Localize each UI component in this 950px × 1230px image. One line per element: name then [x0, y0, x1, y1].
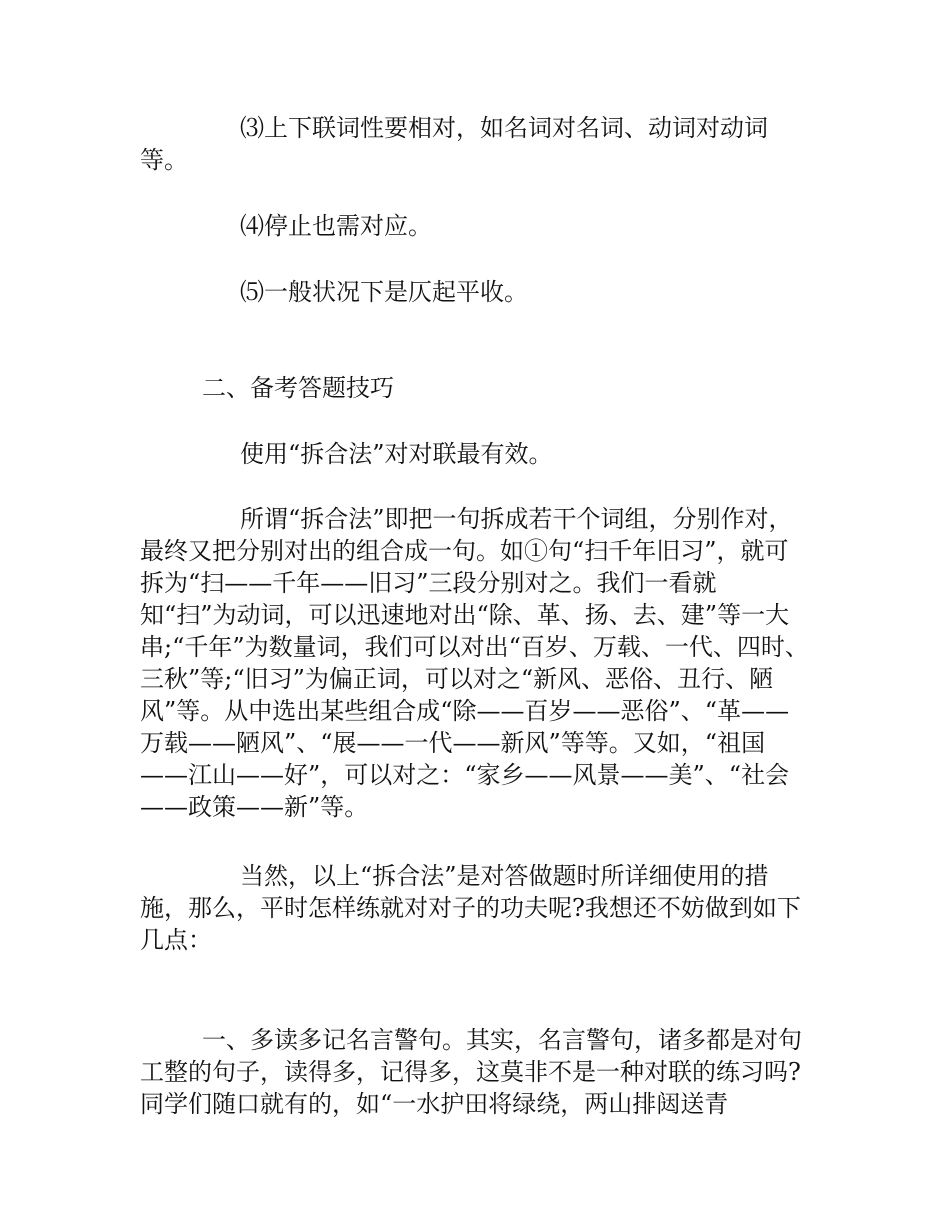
method-intro: 使用“拆合法”对对联最有效。 — [240, 440, 553, 468]
practice-point-1: 一、多读多记名言警句。其实，名言警句，诸多都是对句工整的句子，读得多，记得多，这莫非不是一种对联的练习吗?同学们随口就有的，如“一水护田将绿绕，两山排闼送青 — [140, 1026, 802, 1118]
practice-intro: 当然，以上“拆合法”是对答做题时所详细使用的措施，那么，平时怎样练就对对子的功夫呢?我想还不妨做到如下几点： — [140, 862, 801, 954]
section-heading: 二、备考答题技巧 — [202, 374, 394, 402]
rule-item-4: ⑷停止也需对应。 — [240, 212, 432, 240]
rule-item-3: ⑶上下联词性要相对，如名词对名词、动词对动词等。 — [140, 114, 768, 174]
method-explanation: 所谓“拆合法”即把一句拆成若干个词组，分别作对，最终又把分别对出的组合成一句。如①句“扫千年旧习”，就可拆为“扫——千年——旧习”三段分别对之。我们一看就知“扫”为动词，可以迅速地对出“除、革、扬、去、建”等一大串;“千年”为数量词，我们可以对出“百岁、万载、一代、四时、三秋”等;“旧习”为偏正词，可以对之“新风、恶俗、丑行、陋风”等。从中选出某些组合成“除——百岁——恶俗”、“革——万载——陋风”、“展——一代——新风”等等。又如，“祖国——江山——好”，可以对之：“家乡——风景——美”、“社会——政策——新”等。 — [140, 505, 809, 821]
rule-item-5: ⑸一般状况下是仄起平收。 — [240, 278, 528, 306]
